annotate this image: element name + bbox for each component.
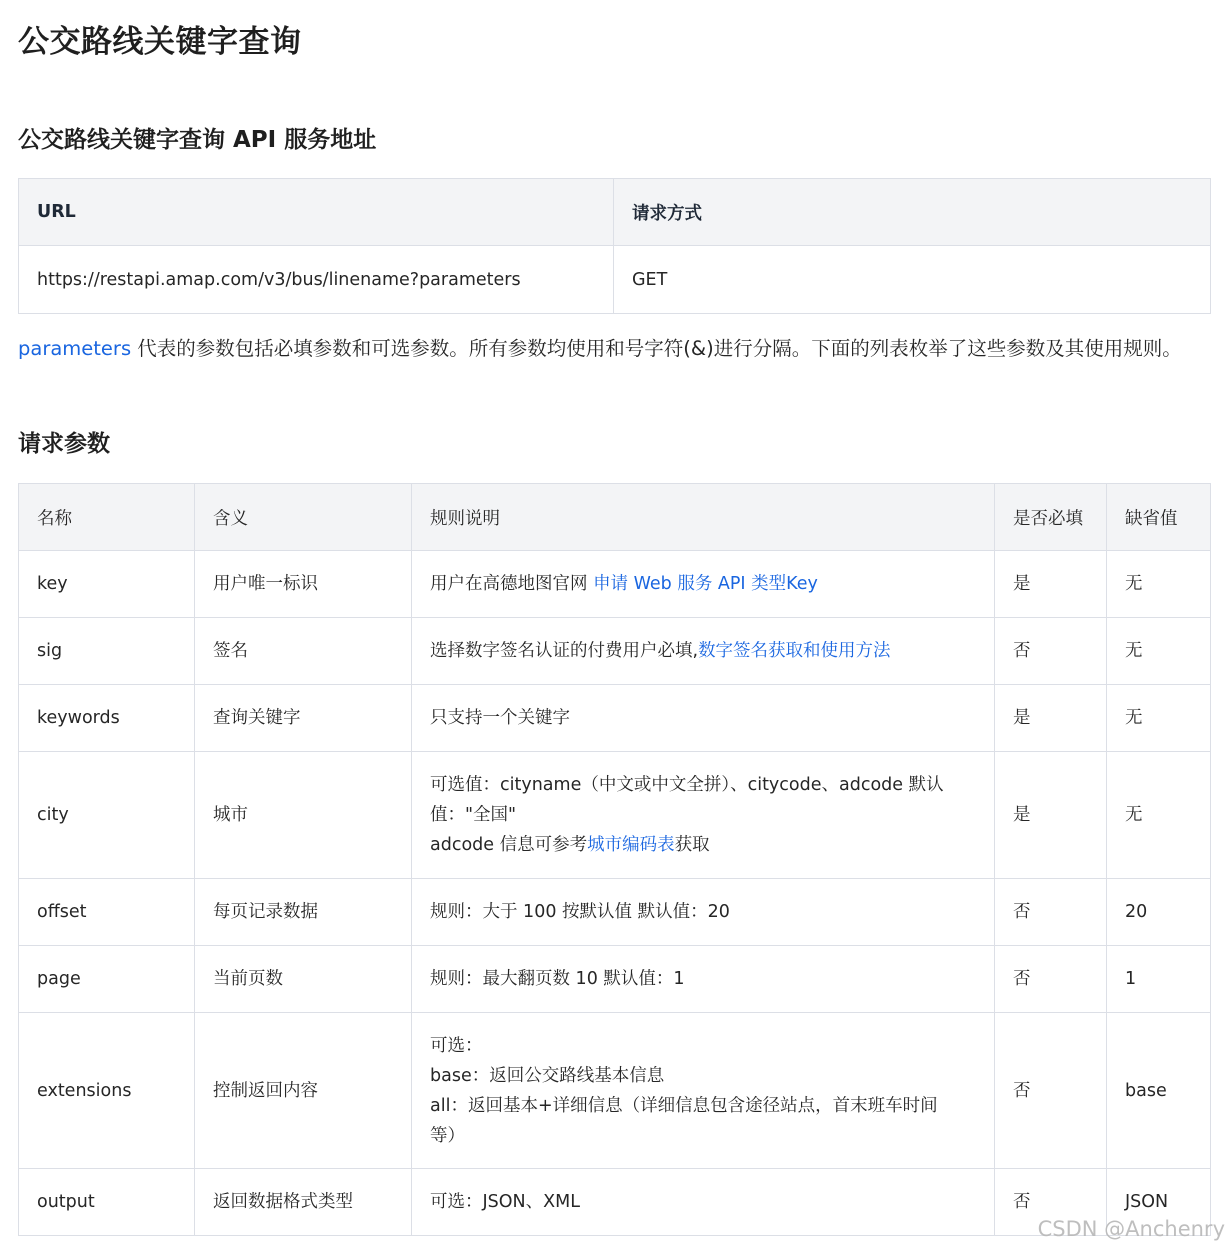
param-required: 是: [995, 752, 1107, 879]
param-name: extensions: [19, 1013, 195, 1169]
table-row: [19, 685, 1211, 752]
param-default: 无: [1107, 618, 1211, 685]
table-row: [19, 879, 1211, 946]
table-header-row: [19, 484, 1211, 551]
table-header-row: [19, 179, 1211, 246]
param-required: 否: [995, 618, 1107, 685]
api-url-value: https://restapi.amap.com/v3/bus/linename?parameters: [19, 246, 614, 314]
header-rule: 规则说明: [412, 484, 995, 551]
header-url: URL: [19, 179, 614, 246]
param-rule: [412, 752, 995, 879]
param-default: 20: [1107, 879, 1211, 946]
param-name: output: [19, 1169, 195, 1236]
rule-line: [430, 830, 976, 860]
header-method: 请求方式: [614, 179, 1211, 246]
param-default: 1: [1107, 946, 1211, 1013]
header-required: 是否必填: [995, 484, 1107, 551]
param-meaning: 每页记录数据: [195, 879, 412, 946]
apply-key-link[interactable]: 申请 Web 服务 API 类型Key: [593, 574, 818, 594]
param-meaning: 签名: [195, 618, 412, 685]
param-rule: [412, 551, 995, 618]
param-default: 无: [1107, 551, 1211, 618]
param-meaning: 当前页数: [195, 946, 412, 1013]
parameters-link[interactable]: parameters: [18, 337, 132, 360]
table-row: [19, 752, 1211, 879]
table-row: [19, 246, 1211, 314]
city-code-table-link[interactable]: 城市编码表: [587, 835, 675, 855]
request-params-heading: 请求参数: [18, 431, 110, 457]
watermark: CSDN @Anchenry: [1037, 1217, 1225, 1241]
signature-method-link[interactable]: 数字签名获取和使用方法: [698, 641, 891, 661]
rule-line-tail: 获取: [674, 835, 710, 855]
param-name: key: [19, 551, 195, 618]
parameters-description-text: 代表的参数包括必填参数和可选参数。所有参数均使用和号字符(&)进行分隔。下面的列表枚举了这些参数及其使用规则。: [131, 337, 1182, 360]
param-meaning: 查询关键字: [195, 685, 412, 752]
param-meaning: 返回数据格式类型: [195, 1169, 412, 1236]
param-rule: 规则：最大翻页数 10 默认值：1: [412, 946, 995, 1013]
rule-line: all：返回基本+详细信息（详细信息包含途径站点，首末班车时间: [430, 1095, 938, 1116]
rule-line: base：返回公交路线基本信息: [430, 1065, 665, 1086]
param-rule-text: 用户在高德地图官网: [430, 574, 594, 594]
param-rule: [412, 618, 995, 685]
rule-line: 可选值：cityname（中文或中文全拼）、citycode、adcode 默认: [430, 775, 944, 795]
param-default: base: [1107, 1013, 1211, 1169]
table-row: [19, 1169, 1211, 1236]
table-row: [19, 946, 1211, 1013]
param-meaning: 控制返回内容: [195, 1013, 412, 1169]
param-meaning: 城市: [195, 752, 412, 879]
param-rule: 只支持一个关键字: [412, 685, 995, 752]
param-name: offset: [19, 879, 195, 946]
request-params-table: [18, 483, 1211, 1236]
param-default: JSON: [1107, 1169, 1211, 1236]
param-rule-text: 选择数字签名认证的付费用户必填,: [430, 641, 699, 661]
api-section-heading: 公交路线关键字查询 API 服务地址: [18, 127, 377, 153]
param-rule: 可选：JSON、XML: [412, 1169, 995, 1236]
param-name: city: [19, 752, 195, 879]
param-required: 否: [995, 1169, 1107, 1236]
page-title: 公交路线关键字查询: [18, 24, 302, 60]
table-row: [19, 618, 1211, 685]
param-rule: 规则：大于 100 按默认值 默认值：20: [412, 879, 995, 946]
table-row: [19, 551, 1211, 618]
param-default: 无: [1107, 685, 1211, 752]
param-rule: [412, 1013, 995, 1169]
param-default: 无: [1107, 752, 1211, 879]
rule-line: 等）: [430, 1125, 465, 1146]
param-required: 否: [995, 946, 1107, 1013]
header-default: 缺省值: [1107, 484, 1211, 551]
table-row: [19, 1013, 1211, 1169]
param-name: keywords: [19, 685, 195, 752]
api-url-table: [18, 178, 1211, 314]
param-meaning: 用户唯一标识: [195, 551, 412, 618]
rule-line: 可选：: [430, 1035, 483, 1056]
param-required: 否: [995, 1013, 1107, 1169]
param-required: 否: [995, 879, 1107, 946]
api-method-value: GET: [614, 246, 1211, 314]
param-name: page: [19, 946, 195, 1013]
header-meaning: 含义: [195, 484, 412, 551]
rule-line-text: adcode 信息可参考: [430, 835, 588, 855]
header-name: 名称: [19, 484, 195, 551]
param-required: 是: [995, 685, 1107, 752]
rule-line: 值："全国": [430, 805, 517, 825]
param-name: sig: [19, 618, 195, 685]
parameters-description: [18, 333, 1182, 361]
param-required: 是: [995, 551, 1107, 618]
